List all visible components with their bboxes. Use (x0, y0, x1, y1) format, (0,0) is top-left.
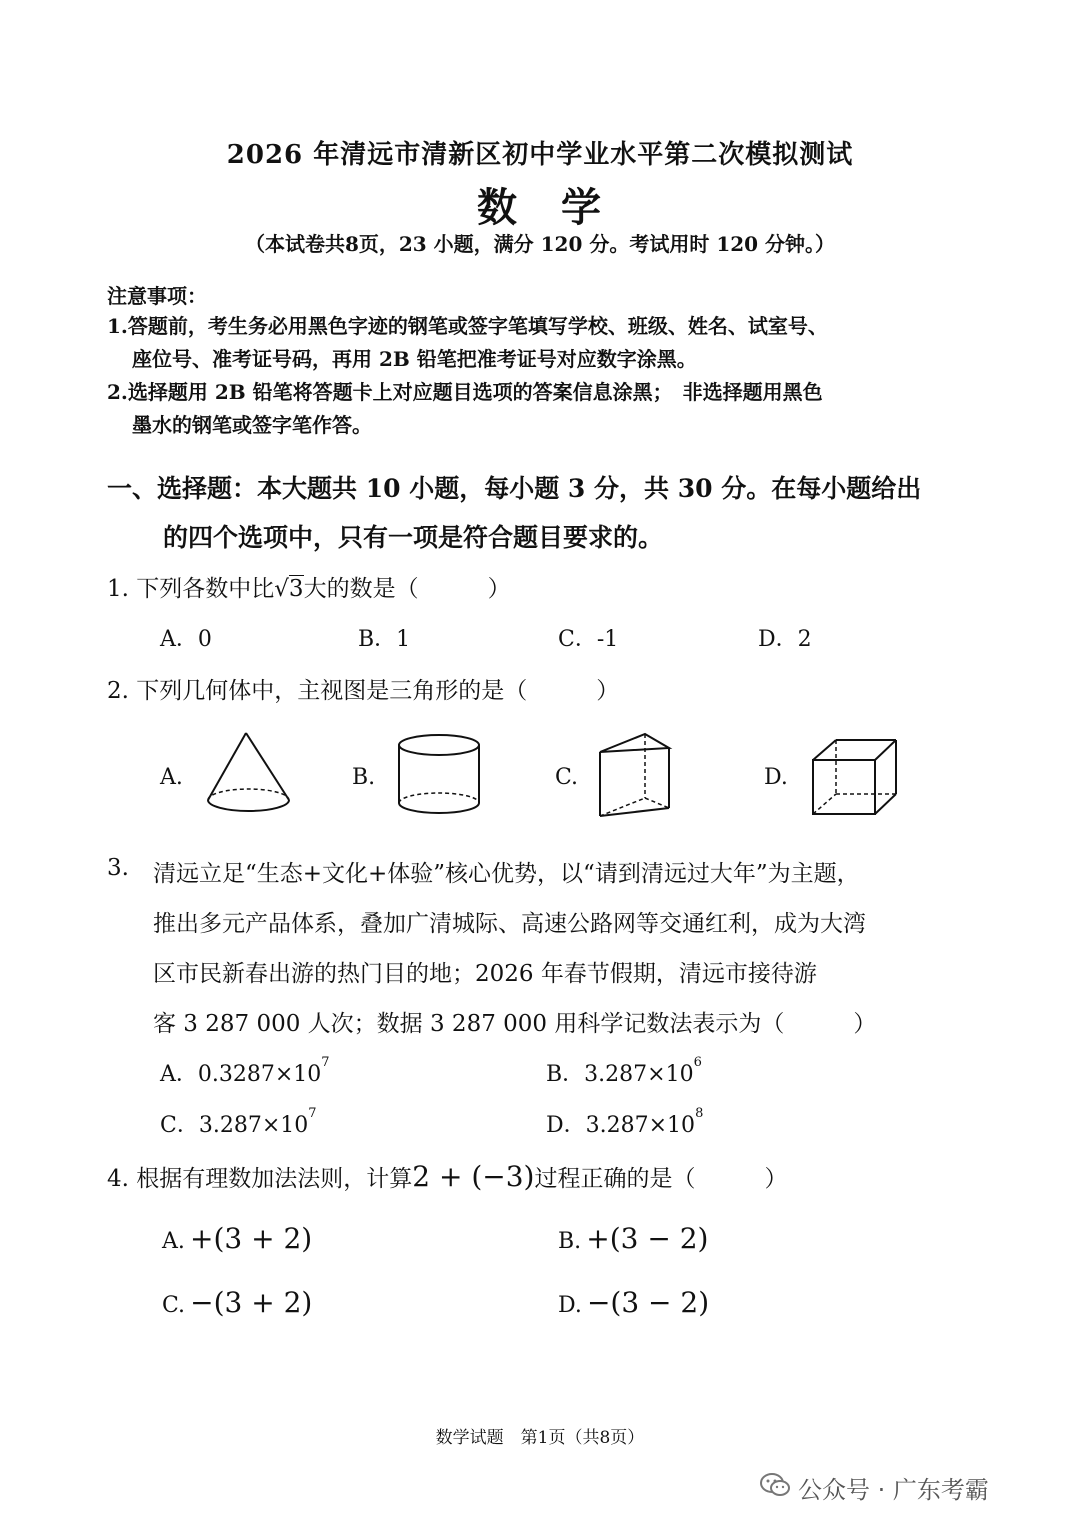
q1-option-a: A．0 (160, 627, 212, 652)
note-2-line2: 墨水的钢笔或签字笔作答。 (132, 413, 372, 437)
option-label: A. (162, 1229, 185, 1254)
q4-option-d (558, 1286, 709, 1319)
question-expression: 2 + (−3) (412, 1160, 535, 1193)
question-3-line2: 推出多元产品体系，叠加广清城际、高速公路网等交通红利，成为大湾 (153, 911, 866, 937)
option-label: D． (546, 1113, 586, 1138)
option-exponent: 7 (308, 1106, 317, 1121)
wechat-icon (760, 1472, 790, 1504)
q2-label-a: A. (160, 765, 183, 790)
q2-label-b: B. (352, 765, 376, 790)
note-1-line1: 1.答题前，考生务必用黑色字迹的钢笔或签字笔填写学校、班级、姓名、试室号、 (107, 314, 828, 338)
option-mantissa: 3.287×10 (198, 1113, 309, 1138)
question-text-pre: 根据有理数加法法则，计算 (136, 1166, 413, 1192)
option-exponent: 8 (695, 1106, 704, 1121)
option-mantissa: 0.3287×10 (197, 1062, 322, 1087)
q4-option-c (162, 1286, 312, 1319)
question-3-line4: 客 3 287 000 人次；数据 3 287 000 用科学记数法表示为（ ） (153, 1011, 877, 1037)
option-expression: −(3 − 2) (586, 1286, 710, 1319)
subject-title: 数 学 (477, 184, 603, 231)
q3-option-b (546, 1057, 702, 1088)
q1-option-b: B．1 (358, 627, 411, 652)
q2-label-c: C. (555, 765, 579, 790)
q4-option-a (162, 1222, 312, 1255)
q3-option-c (160, 1108, 317, 1139)
question-1 (107, 570, 511, 603)
question-text-post: 过程正确的是（ ） (534, 1166, 788, 1192)
cylinder-icon (397, 733, 483, 818)
option-expression: +(3 − 2) (586, 1222, 709, 1255)
notes-heading: 注意事项： (107, 284, 207, 308)
option-label: D. (558, 1293, 582, 1318)
page-footer: 数学试题 第1页（共8页） (435, 1428, 645, 1448)
option-label: B. (558, 1229, 582, 1254)
question-number: 4. (107, 1166, 129, 1192)
radicand: 3 (288, 576, 304, 602)
q1-option-d: D．2 (758, 627, 812, 652)
q4-option-b (558, 1222, 708, 1255)
cone-icon (205, 730, 295, 815)
watermark-text: 公众号 · 广东考霸 (798, 1476, 989, 1504)
cube-icon (810, 738, 900, 818)
question-3-line1: 清远立足“生态+文化+体验”核心优势，以“请到清远过大年”为主题， (153, 861, 860, 887)
q3-option-d (546, 1108, 703, 1139)
question-3-line3: 区市民新春出游的热门目的地；2026 年春节假期，清远市接待游 (153, 961, 817, 987)
watermark (760, 1470, 989, 1505)
question-3-number: 3. (107, 855, 129, 881)
q3-option-a (160, 1057, 330, 1088)
question-number: 1. (107, 576, 129, 602)
option-mantissa: 3.287×10 (584, 1062, 694, 1087)
question-2 (107, 672, 619, 705)
option-expression: +(3 + 2) (189, 1222, 313, 1255)
exam-title: 2026 年清远市清新区初中学业水平第二次模拟测试 (226, 140, 854, 170)
sqrt-symbol: √ (274, 576, 289, 602)
exam-subtitle: （本试卷共8页，23 小题，满分 120 分。考试用时 120 分钟。） (244, 232, 836, 256)
option-mantissa: 3.287×10 (585, 1113, 696, 1138)
question-text-post: 大的数是（ ） (303, 576, 511, 602)
option-label: C. (162, 1293, 186, 1318)
option-label: C． (160, 1113, 199, 1138)
triangular-prism-icon (597, 730, 673, 820)
q2-label-d: D. (764, 765, 788, 790)
question-text-pre: 下列各数中比 (136, 576, 275, 602)
q1-option-c: C．-1 (558, 627, 619, 652)
question-text: 下列几何体中，主视图是三角形的是（ ） (136, 678, 620, 704)
question-4 (107, 1160, 787, 1193)
note-2-line1: 2.选择题用 2B 铅笔将答题卡上对应题目选项的答案信息涂黑； 非选择题用黑色 (107, 380, 823, 404)
option-exponent: 7 (321, 1055, 330, 1070)
section-heading-line1: 一、选择题：本大题共 10 小题，每小题 3 分，共 30 分。在每小题给出 (107, 474, 922, 503)
option-exponent: 6 (693, 1055, 702, 1070)
section-heading-line2: 的四个选项中，只有一项是符合题目要求的。 (163, 523, 664, 552)
note-1-line2: 座位号、准考证号码，再用 2B 铅笔把准考证号对应数字涂黑。 (132, 347, 697, 371)
question-number: 2. (107, 678, 129, 704)
option-expression: −(3 + 2) (190, 1286, 313, 1319)
option-label: A． (160, 1062, 198, 1087)
option-label: B． (546, 1062, 585, 1087)
